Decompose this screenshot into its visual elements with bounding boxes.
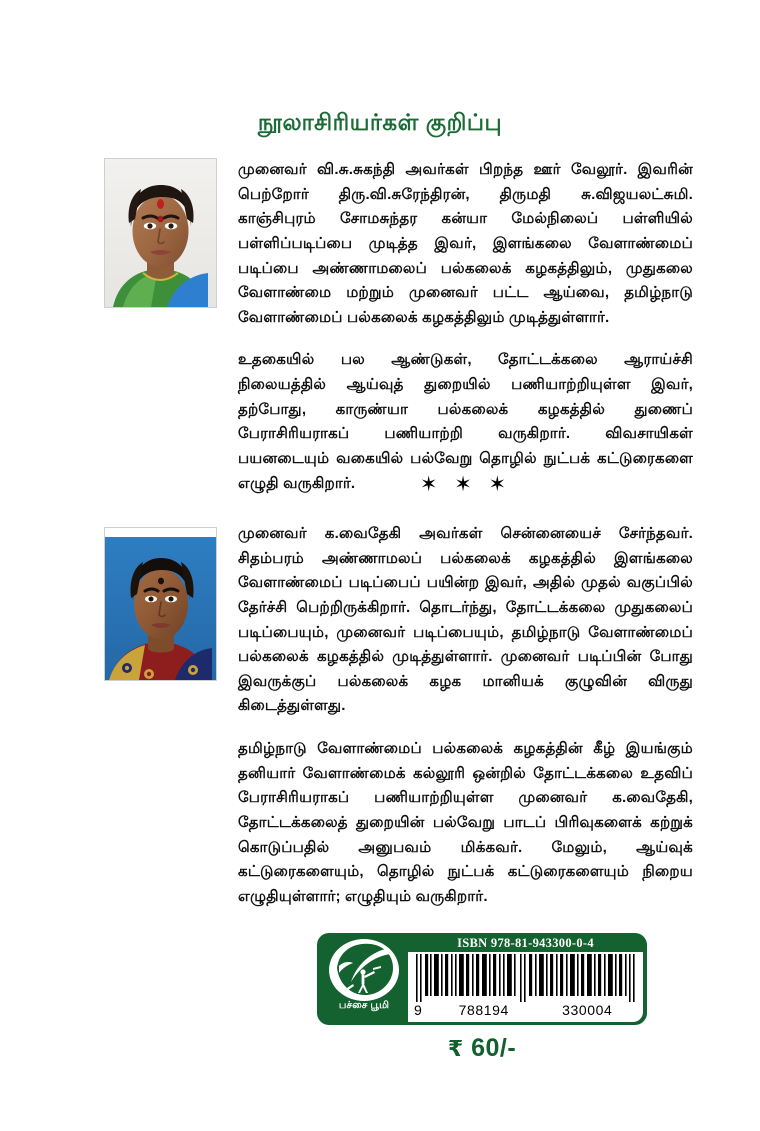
price-amount: 60/- [471,1034,517,1062]
publisher-emblem-icon [327,938,401,1002]
author-2-paragraph-2: தமிழ்நாடு வேளாண்மைப் பல்கலைக் கழகத்தின் கீழ் இயங்கும் தனியார் வேளாண்மைக் கல்லூரி ஒன்றில் தோட்டக்கலை உதவிப் பேராசிரியராகப் பணியாற்றியுள்ள முனைவர் க.வைதேகி, தோட்டக்கலைத் துறையின் பல்வேறு பாடப் பிரிவுகளைக் கற்றுக் கொடுப்பதில் அனுபவம் மிக்கவர். மேலும், ஆய்வுக் கட்டுரைகளையும், தொழில் நுட்பக் கட்டுரைகளையும் நிறைய எழுதியுள்ளார்; எழுதியும் வருகிறார். [238,740,693,905]
author-1-text-block [238,158,693,496]
publisher-logo [321,936,407,1022]
barcode-digit-right: 330004 [562,1002,613,1018]
barcode-panel [408,936,643,1022]
isbn-barcode-block [317,933,647,1025]
author-2-paragraph-1: முனைவர் க.வைதேகி அவர்கள் சென்னையைச் சேர்ந்தவர். சிதம்பரம் அண்ணாமலப் பல்கலைக் கழகத்தில் இளங்கலை வேளாண்மைப் படிப்பைப் பயின்ற இவர், அதில் முதல் வகுப்பில் தேர்ச்சி பெற்றிருக்கிறார். தொடர்ந்து, தோட்டக்கலை முதுகலைப் படிப்பையும், முனைவர் படிப்பையும், தமிழ்நாடு வேளாண்மைப் பல்கலைக் கழகத்தில் முடித்துள்ளார். முனைவர் படிப்பின் போது இவருக்குப் பல்கலைக் கழக மானியக் குழுவின் விருது கிடைத்துள்ளது. [238,525,693,715]
author-portrait-1-image [105,159,216,307]
isbn-label: ISBN 978-81-943300-0-4 [457,936,594,950]
author-1-paragraph-1: முனைவர் வி.சு.சுகந்தி அவர்கள் பிறந்த ஊர் வேலூர். இவரின் பெற்றோர் திரு.வி.சுரேந்திரன், திருமதி சு.விஜயலட்சுமி. காஞ்சிபுரம் சோமசுந்தர கன்யா மேல்நிலைப் பள்ளியில் பள்ளிப்படிப்பை முடித்த இவர், இளங்கலை வேளாண்மைப் படிப்பை அண்ணாமலைப் பல்கலைக் கழகத்திலும், முதுகலை வேளாண்மை மற்றும் முனைவர் பட்ட ஆய்வை, தமிழ்நாடு வேளாண்மைப் பல்கலைக் கழகத்திலும் முடித்துள்ளார். [238,161,693,326]
author-photo-1 [104,158,217,308]
author-portrait-2-image [105,528,216,680]
barcode-digits [412,1000,639,1020]
price [317,1034,647,1063]
publisher-name: பச்சை பூமி [338,1000,390,1011]
page-title: நூலாசிரியர்கள் குறிப்பு [257,109,503,135]
barcode-surface [408,952,643,1022]
barcode-digit-left: 9 [414,1002,423,1018]
author-photo-2 [104,527,217,681]
rupee-symbol-icon: ₹ [447,1037,464,1062]
author-1-paragraph-2: உதகையில் பல ஆண்டுகள், தோட்டக்கலை ஆராய்ச்சி நிலையத்தில் ஆய்வுத் துறையில் பணியாற்றியுள்ள இவர், தற்போது, காருண்யா பல்கலைக் கழகத்தில் துணைப் பேராசிரியராகப் பணியாற்றி வருகிறார். விவசாயிகள் பயனடையும் வகையில் பல்வேறு தொழில் நுட்பக் கட்டுரைகளை எழுதி வருகிறார். [238,351,693,492]
barcode-bars-icon [414,954,637,1002]
barcode-digit-mid: 788194 [458,1002,509,1018]
author-2-text-block [238,522,693,909]
star-divider: ✶ ✶ ✶ [419,472,512,496]
